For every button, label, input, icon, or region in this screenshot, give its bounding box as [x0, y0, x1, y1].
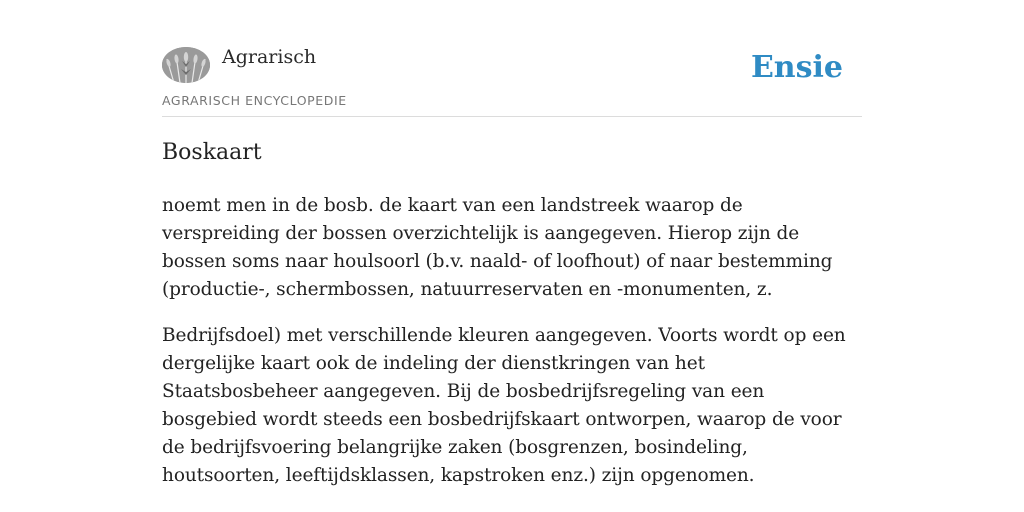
wheat-ears-icon[interactable] [162, 47, 210, 83]
article-paragraph: noemt men in de bosb. de kaart van een landstreek waarop de verspreiding der bossen overzichtelijk is aangegeven. Hierop zijn de bossen soms naar houlsoorl (b.v. naald- of loofhout) of naar bestemming (productie-, schermbossen, natuurreservaten en -monumenten, z. [162, 195, 833, 300]
source-subtitle[interactable]: AGRARISCH ENCYCLOPEDIE [162, 93, 347, 108]
page-title: Boskaart [162, 140, 262, 165]
article-body [162, 192, 862, 508]
source-name[interactable]: Agrarisch [222, 46, 317, 68]
brand-logo[interactable]: Ensie [750, 50, 843, 85]
page-header [162, 40, 862, 117]
article-paragraph: Bedrijfsdoel) met verschillende kleuren aangegeven. Voorts wordt op een dergelijke kaart ook de indeling der dienstkringen van het Staatsbosbeheer aangegeven. Bij de bosbedrijfsregeling van een bosgebied wordt steeds een bosbedrijfskaart ontworpen, waarop de voor de bedrijfsvoering belangrijke zaken (bosgrenzen, bosindeling, houtsoorten, leeftijdsklassen, kapstroken enz.) zijn opgenomen. [162, 325, 846, 486]
